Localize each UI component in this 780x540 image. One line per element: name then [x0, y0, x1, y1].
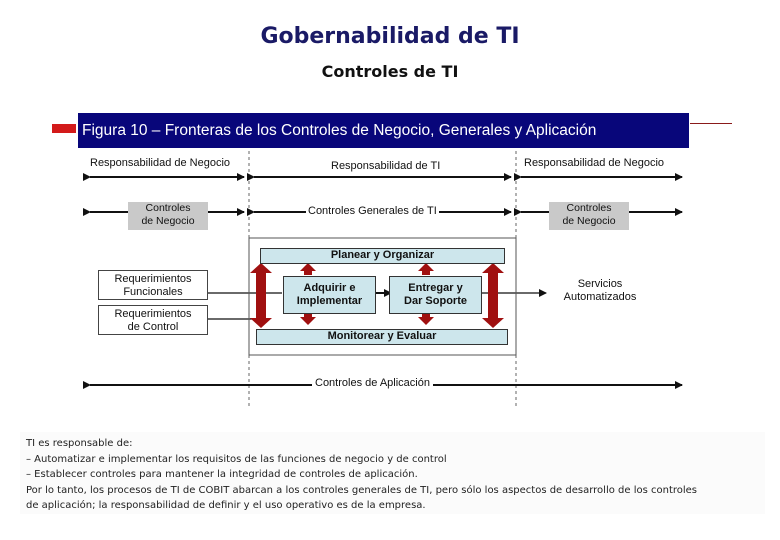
slide-title: Gobernabilidad de TI — [260, 24, 520, 49]
automated-services-label: Servicios Automatizados — [563, 278, 637, 303]
figure-header: Figura 10 – Fronteras de los Controles de Negocio, Generales y Aplicación — [78, 113, 689, 148]
explanation-text — [20, 432, 765, 514]
business-controls-left-box: Controles de Negocio — [128, 202, 208, 230]
text-line: TI es responsable de: — [26, 438, 133, 449]
business-controls-right-box: Controles de Negocio — [549, 202, 629, 230]
monitor-evaluate-box: Monitorear y Evaluar — [256, 329, 508, 345]
business-responsibility-left-label: Responsabilidad de Negocio — [90, 157, 231, 169]
slide-subtitle: Controles de TI — [321, 62, 459, 81]
acquire-implement-box: Adquirir e Implementar — [283, 276, 376, 314]
text-line: – Establecer controles para mantener la integridad de controles de aplicación. — [26, 469, 418, 480]
text-line: – Automatizar e implementar los requisitos de las funciones de negocio y de control — [26, 453, 447, 465]
application-controls-box: Controles de Aplicación — [312, 377, 433, 389]
boundaries-figure — [78, 113, 689, 420]
functional-requirements-box: Requerimientos Funcionales — [98, 270, 208, 300]
decorative-line — [690, 123, 732, 124]
control-requirements-box: Requerimientos de Control — [98, 305, 208, 335]
text-line: Por lo tanto, los procesos de TI de COBIT abarcan a los controles generales de TI, pero sólo los aspectos de desarrollo de los controles — [26, 484, 698, 496]
it-responsibility-label: Responsabilidad de TI — [331, 160, 441, 172]
text-line: de aplicación; la responsabilidad de definir y el uso operativo es de la empresa. — [26, 500, 426, 511]
decorative-red-bar — [52, 124, 76, 133]
general-controls-box: Controles Generales de TI — [308, 205, 437, 217]
business-responsibility-right-label: Responsabilidad de Negocio — [524, 157, 665, 169]
plan-organize-box: Planear y Organizar — [260, 248, 505, 264]
deliver-support-box: Entregar y Dar Soporte — [389, 276, 482, 314]
